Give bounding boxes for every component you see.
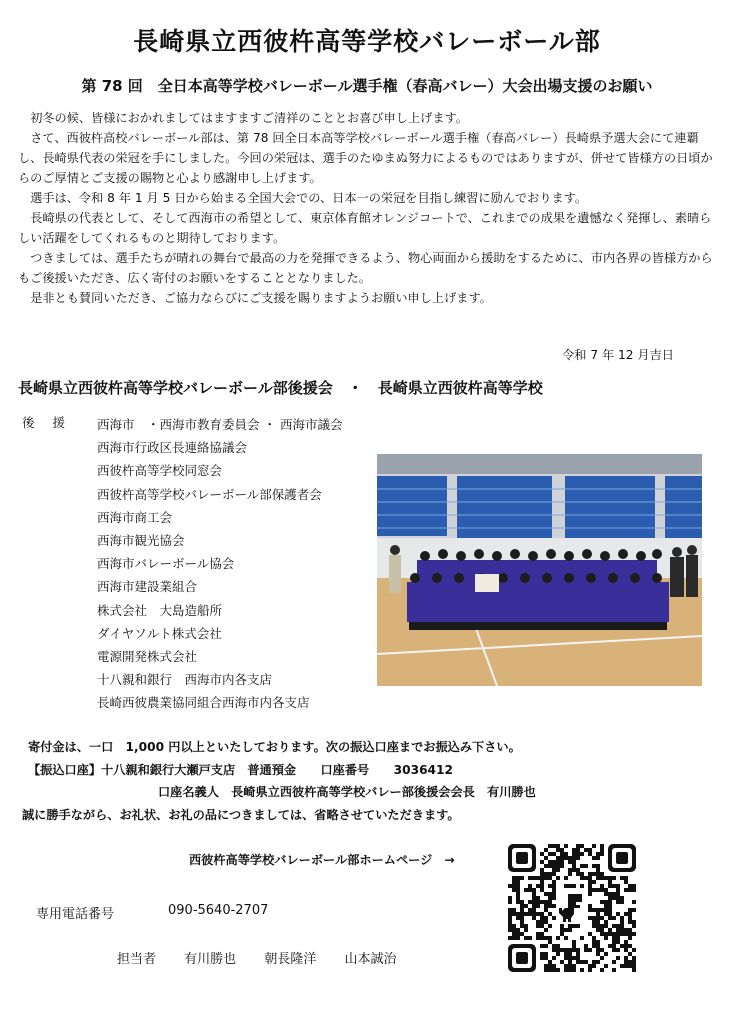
supporter-item: 電源開発株式会社 xyxy=(97,649,198,665)
supporter-item: 西海市 ・西海市教育委員会 ・ 西海市議会 xyxy=(97,417,343,432)
qr-code-icon[interactable] xyxy=(508,844,636,972)
donation-info xyxy=(22,736,718,826)
support-label: 後援 xyxy=(22,415,84,430)
paragraph: 選手は、令和 8 年 1 月 5 日から始まる全国大会での、日本一の栄冠を目指し練習に励んでおります。 xyxy=(30,191,588,205)
supporter-item: 西彼杵高等学校同窓会 xyxy=(97,463,223,479)
contact-label: 担当者 xyxy=(117,952,157,967)
donation-line: 寄付金は、一口 1,000 円以上といたしております。次の振込口座までお振込み下さい。 xyxy=(28,740,521,754)
paragraph: 初冬の候、皆様におかれましてはますますご清祥のこととお喜び申し上げます。 xyxy=(30,111,468,125)
contact-name: 山本誠治 xyxy=(344,952,397,967)
team-photo-illustration xyxy=(377,454,702,686)
qr-code-graphic xyxy=(508,844,636,972)
phone-number: 090-5640-2707 xyxy=(168,903,269,918)
paragraph: さて、西彼杵高校バレーボール部は、第 78 回全日本高等学校バレーボール選手権（春高バレー）長崎県予選大会にて連覇し、長崎県代表の栄冠を手にしました。今回の栄冠は、選手のたゆまぬ努力によるものではありますが、併せて皆様方の日頃からのご厚情とご支援の賜物と心より感謝申し上げます。 xyxy=(18,131,713,185)
supporter-item: 西海市建設業組合 xyxy=(97,579,198,595)
paragraph: つきましては、選手たちが晴れの舞台で最高の力を発揮できるよう、物心両面から援助をするために、市内各界の皆様方からもご後援いただき、広く寄付のお願いをすることとなりました。 xyxy=(18,251,713,285)
account-holder-line: 口座名義人 長崎県立西彼杵高等学校バレー部後援会会長 有川勝也 xyxy=(158,785,536,799)
contact-persons xyxy=(117,948,410,967)
supporter-item: ダイヤソルト株式会社 xyxy=(97,625,222,641)
paragraph: 長崎県の代表として、そして西海市の希望として、東京体育館オレンジコートで、これまでの成果を遺憾なく発揮し、素晴らしい活躍をしてくれるものと期待しております。 xyxy=(18,211,712,245)
dinosaur-icon xyxy=(556,890,588,922)
bank-account-line: 【振込口座】十八親和銀行大瀬戸支店 普通預金 口座番号 3036412 xyxy=(28,762,453,777)
supporter-item: 西海市商工会 xyxy=(97,509,173,525)
letter-body xyxy=(18,108,718,308)
phone-label: 専用電話番号 xyxy=(36,907,115,922)
thank-you-note: 誠に勝手ながら、お礼状、お礼の品につきましては、省略させていただきます。 xyxy=(22,807,460,822)
supporter-item: 西海市観光協会 xyxy=(97,533,185,549)
subtitle: 第 78 回 全日本高等学校バレーボール選手権（春高バレー）大会出場支援のお願い xyxy=(81,77,653,95)
supporter-item: 西海市行政区長連絡協議会 xyxy=(97,440,248,456)
homepage-label: 西彼杵高等学校バレーボール部ホームページ → xyxy=(189,853,455,867)
contact-name: 朝長隆洋 xyxy=(264,952,317,967)
contact-name: 有川勝也 xyxy=(184,952,237,967)
supporter-item: 十八親和銀行 西海市内各支店 xyxy=(97,672,273,688)
page-title: 長崎県立西彼杵高等学校バレーボール部 xyxy=(133,27,601,56)
supporter-item: 西海市バレーボール協会 xyxy=(97,556,235,572)
supporter-item: 株式会社 大島造船所 xyxy=(97,602,223,618)
date: 令和 7 年 12 月吉日 xyxy=(562,348,674,362)
team-photo xyxy=(377,454,702,686)
supporter-item: 西彼杵高等学校バレーボール部保護者会 xyxy=(97,486,322,502)
paragraph: 是非とも賛同いただき、ご協力ならびにご支援を賜りますようお願い申し上げます。 xyxy=(30,291,492,305)
supporter-list xyxy=(97,413,342,715)
supporter-item: 長崎西彼農業協同組合西海市内各支店 xyxy=(97,695,310,711)
organization-line: 長崎県立西彼杵高等学校バレーボール部後援会 ・ 長崎県立西彼杵高等学校 xyxy=(18,379,543,397)
